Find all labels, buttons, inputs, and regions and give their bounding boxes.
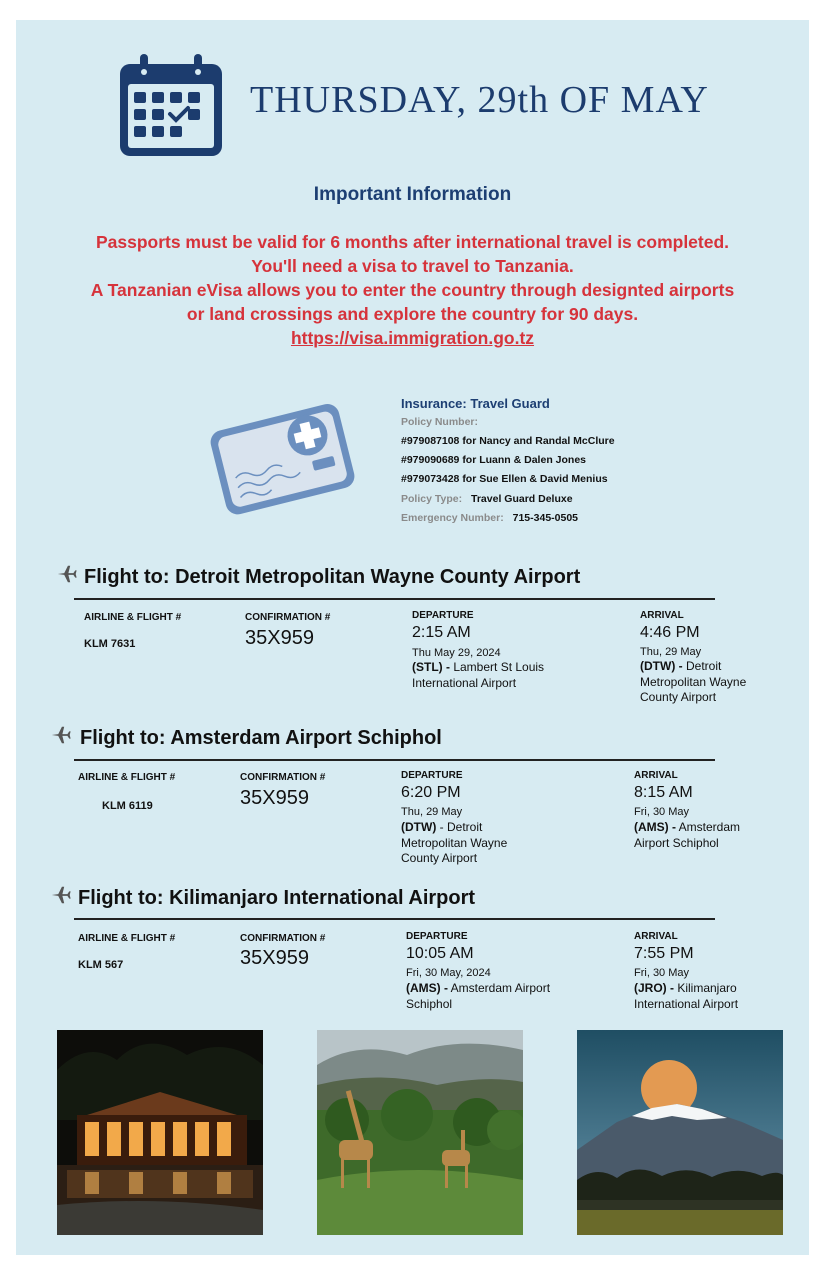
flight-number: KLM 6119 — [102, 800, 153, 812]
airport-name: Detroit — [682, 659, 722, 673]
airport-code: (JRO) - — [634, 981, 674, 995]
arrival-date: Fri, 30 May — [634, 967, 690, 979]
departure-date: Fri, 30 May, 2024 — [406, 967, 491, 979]
airplane-icon — [50, 884, 72, 906]
departure-label: DEPARTURE — [406, 931, 468, 942]
policy-type — [401, 493, 573, 505]
airport-name: Metropolitan Wayne — [640, 674, 747, 689]
important-info-heading: Important Information — [313, 184, 512, 205]
airport-name: County Airport — [640, 690, 717, 704]
notice-line: A Tanzanian eVisa allows you to enter the country through designted airports — [90, 280, 735, 300]
arrival-label: ARRIVAL — [634, 770, 678, 781]
airport-name: Schiphol — [406, 996, 453, 1011]
lodge-night-photo — [57, 1030, 263, 1235]
confirmation-number: 35X959 — [240, 947, 309, 969]
airport-code: (AMS) - — [406, 981, 448, 995]
departure-time: 6:20 PM — [401, 784, 461, 801]
notice-line: or land crossings and explore the country for 90 days. — [186, 304, 639, 324]
departure-time: 2:15 AM — [412, 624, 471, 641]
divider — [74, 918, 715, 920]
giraffes-photo — [317, 1030, 523, 1235]
arrival-airport — [634, 981, 794, 1012]
policy-number-label: Policy Number: — [401, 416, 479, 428]
departure-airport — [401, 820, 561, 867]
arrival-time: 8:15 AM — [634, 784, 693, 801]
arrival-airport — [640, 659, 790, 706]
policy-number: #979073428 for Sue Ellen & David Menius — [401, 473, 608, 485]
airport-name: Amsterdam — [676, 820, 741, 834]
confirmation-number: 35X959 — [240, 787, 309, 809]
kilimanjaro-moon-photo — [577, 1030, 783, 1235]
flight-heading: Flight to: Detroit Metropolitan Wayne County Airport — [84, 566, 581, 588]
arrival-airport — [634, 820, 794, 851]
policy-number: #979090689 for Luann & Dalen Jones — [401, 454, 586, 466]
confirmation-number: 35X959 — [245, 627, 314, 649]
policy-number: #979087108 for Nancy and Randal McClure — [401, 435, 615, 447]
divider — [74, 759, 715, 761]
airport-name: Metropolitan Wayne — [401, 835, 508, 850]
airport-name: Amsterdam Airport — [448, 981, 551, 995]
airport-name: Airport Schiphol — [634, 835, 719, 850]
flight-heading: Flight to: Amsterdam Airport Schiphol — [80, 727, 442, 749]
confirmation-label: CONFIRMATION # — [245, 612, 331, 623]
insurance-title: Insurance: Travel Guard — [401, 396, 550, 411]
departure-airport — [406, 981, 586, 1012]
insurance-card-icon — [208, 398, 358, 516]
flight-number: KLM 7631 — [84, 638, 136, 650]
emergency-number-value: 715-345-0505 — [512, 512, 579, 524]
airport-name: County Airport — [401, 851, 478, 865]
confirmation-label: CONFIRMATION # — [240, 933, 326, 944]
flight-heading: Flight to: Kilimanjaro International Airport — [78, 887, 476, 909]
airport-name: International Airport — [634, 996, 739, 1011]
notice-line: You'll need a visa to travel to Tanzania. — [251, 256, 574, 276]
airline-label: AIRLINE & FLIGHT # — [78, 772, 176, 783]
arrival-label: ARRIVAL — [640, 610, 684, 621]
departure-label: DEPARTURE — [401, 770, 463, 781]
airline-label: AIRLINE & FLIGHT # — [78, 933, 176, 944]
calendar-check-icon — [118, 52, 224, 158]
emergency-number — [401, 512, 578, 524]
policy-type-value: Travel Guard Deluxe — [471, 493, 573, 505]
divider — [74, 598, 715, 600]
departure-date: Thu May 29, 2024 — [412, 647, 501, 659]
flight-number: KLM 567 — [78, 959, 124, 971]
departure-date: Thu, 29 May — [401, 806, 463, 818]
arrival-label: ARRIVAL — [634, 931, 678, 942]
airplane-icon — [50, 724, 72, 746]
confirmation-label: CONFIRMATION # — [240, 772, 326, 783]
airport-name: International Airport — [412, 675, 517, 690]
arrival-time: 7:55 PM — [634, 945, 694, 962]
departure-airport — [412, 660, 582, 691]
airplane-icon — [56, 563, 78, 585]
page-title: THURSDAY, 29th OF MAY — [250, 79, 709, 121]
airport-code: (DTW) - — [640, 659, 683, 673]
airport-name: Kilimanjaro — [674, 981, 737, 995]
emergency-number-label: Emergency Number: — [401, 512, 504, 524]
arrival-date: Thu, 29 May — [640, 646, 702, 658]
departure-time: 10:05 AM — [406, 945, 474, 962]
arrival-date: Fri, 30 May — [634, 806, 690, 818]
airport-name: - Detroit — [436, 820, 483, 834]
airport-name: Lambert St Louis — [450, 660, 545, 674]
travel-notice — [40, 230, 785, 350]
notice-line: Passports must be valid for 6 months after international travel is completed. — [95, 232, 730, 252]
visa-link[interactable]: https://visa.immigration.go.tz — [290, 328, 535, 348]
airport-code: (AMS) - — [634, 820, 676, 834]
arrival-time: 4:46 PM — [640, 624, 700, 641]
airport-code: (STL) - — [412, 660, 450, 674]
policy-type-label: Policy Type: — [401, 493, 463, 505]
airline-label: AIRLINE & FLIGHT # — [84, 612, 182, 623]
airport-code: (DTW) — [401, 820, 437, 834]
departure-label: DEPARTURE — [412, 610, 474, 621]
